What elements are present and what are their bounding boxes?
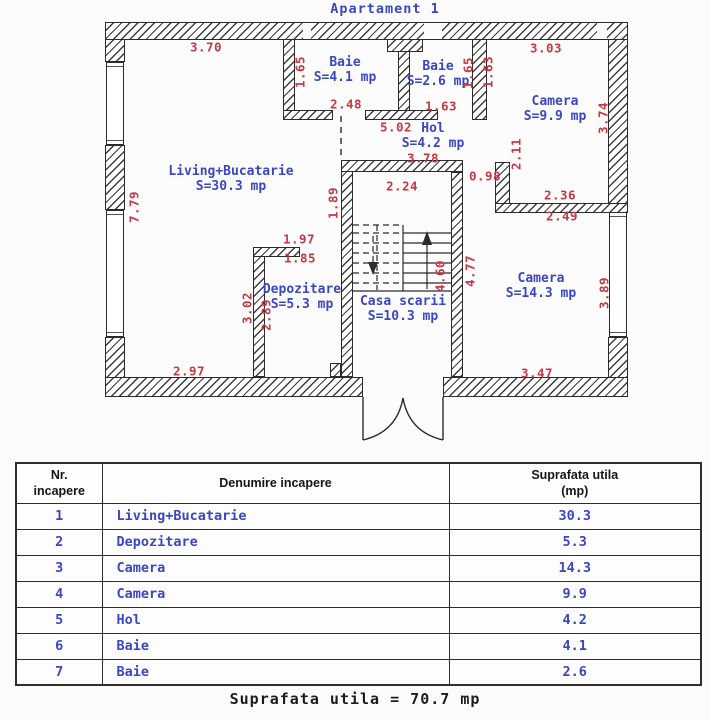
dimension-label: 3.03 <box>529 40 563 56</box>
dimension-label: 1.65 <box>460 56 476 90</box>
dimension-label: 5.02 <box>379 119 413 135</box>
table-row <box>16 503 701 529</box>
cell-area: 14.3 <box>449 555 701 581</box>
table-row <box>16 633 701 659</box>
room-label-camera-mica: Camera S=9.9 mp <box>523 94 587 124</box>
cell-area: 9.9 <box>449 581 701 607</box>
cell-room-name: Living+Bucatarie <box>102 503 449 529</box>
wall-gap <box>597 23 607 39</box>
table-row <box>16 581 701 607</box>
header-area <box>449 463 701 503</box>
dimension-label: 0.98 <box>468 168 502 184</box>
dimension-label: 2.24 <box>385 178 419 194</box>
wall-step <box>330 363 341 377</box>
cell-room-name: Camera <box>102 555 449 581</box>
dimension-label: 1.63 <box>480 55 496 89</box>
dimension-label: 3.89 <box>596 276 612 310</box>
wall-stair-right <box>451 172 463 377</box>
wall-baie1-bottom <box>283 110 333 120</box>
wall-top <box>105 22 628 40</box>
window-opening <box>609 212 627 337</box>
dimension-label: 3.78 <box>406 150 440 166</box>
dimension-label: 1.97 <box>282 231 316 247</box>
dimension-label: 2.89 <box>258 298 274 332</box>
dimension-label: 2.36 <box>543 187 577 203</box>
header-nr-line2: incapere <box>33 484 85 499</box>
wall-left <box>105 39 125 62</box>
header-nr-line1: Nr. <box>50 468 68 483</box>
cell-area: 4.1 <box>449 633 701 659</box>
room-label-camera-mare: Camera S=14.3 mp <box>505 271 577 301</box>
dimension-label: 3.47 <box>520 365 554 381</box>
table-row <box>16 659 701 685</box>
table-row <box>16 529 701 555</box>
cell-nr: 3 <box>16 555 102 581</box>
cell-room-name: Depozitare <box>102 529 449 555</box>
dimension-label: 4.60 <box>432 259 448 293</box>
room-label-baie-2: Baie S=2.6 mp <box>406 59 470 89</box>
dimension-label: 2.48 <box>329 96 363 112</box>
cell-nr: 5 <box>16 607 102 633</box>
wall-bottom <box>105 377 363 397</box>
dimension-label: 3.74 <box>595 101 611 135</box>
table-row <box>16 555 701 581</box>
header-name: Denumire incapere <box>102 463 449 503</box>
stairs-down-arrow <box>368 262 378 275</box>
wall-left <box>105 145 125 210</box>
plan-title: Apartament 1 <box>330 1 440 17</box>
wall-gap <box>424 23 442 39</box>
cell-room-name: Baie <box>102 633 449 659</box>
room-label-hol: Hol S=4.2 mp <box>401 121 465 151</box>
door-jamb-lines <box>363 397 443 440</box>
window-opening <box>106 210 124 337</box>
dimension-label: 2.11 <box>508 137 524 171</box>
total-area-line: Suprafata utila = 70.7 mp <box>229 690 481 708</box>
dimension-label: 4.77 <box>462 254 478 288</box>
header-area-line2: (mp) <box>561 484 589 499</box>
room-label-depozitare: Depozitare S=5.3 mp <box>262 282 342 312</box>
dimension-label: 3.70 <box>189 39 223 55</box>
dimension-label: 2.97 <box>172 363 206 379</box>
cell-nr: 7 <box>16 659 102 685</box>
stairs-up-arrow <box>422 231 432 245</box>
dimension-label: 1.63 <box>424 98 458 114</box>
room-label-living: Living+Bucatarie S=30.3 mp <box>168 164 294 194</box>
cell-area: 4.2 <box>449 607 701 633</box>
wall-stair-top <box>341 160 463 172</box>
table-header-row <box>16 463 701 503</box>
dimension-label: 3.02 <box>239 291 255 325</box>
cell-area: 30.3 <box>449 503 701 529</box>
door-swing-arcs <box>363 398 443 440</box>
cell-area: 5.3 <box>449 529 701 555</box>
room-label-casa-scarii: Casa scarii S=10.3 mp <box>359 294 447 324</box>
cell-room-name: Baie <box>102 659 449 685</box>
window-opening <box>106 62 124 145</box>
wall-gap <box>303 23 311 39</box>
dimension-label: 1.89 <box>325 186 341 220</box>
cell-room-name: Hol <box>102 607 449 633</box>
cell-nr: 1 <box>16 503 102 529</box>
room-area-table <box>15 462 702 686</box>
cell-nr: 2 <box>16 529 102 555</box>
dimension-label: 1.85 <box>283 250 317 266</box>
dimension-label: 1.65 <box>292 55 308 89</box>
header-area-line1: Suprafata utila <box>531 468 619 483</box>
wall-stair-left <box>341 160 353 377</box>
dimension-label: 2.49 <box>545 208 579 224</box>
room-label-baie-1: Baie S=4.1 mp <box>313 55 377 85</box>
wall-right <box>608 39 628 212</box>
dimension-label: 7.79 <box>126 190 142 224</box>
table-row <box>16 607 701 633</box>
cell-nr: 4 <box>16 581 102 607</box>
cell-nr: 6 <box>16 633 102 659</box>
cell-area: 2.6 <box>449 659 701 685</box>
header-nr <box>16 463 102 503</box>
cell-room-name: Camera <box>102 581 449 607</box>
